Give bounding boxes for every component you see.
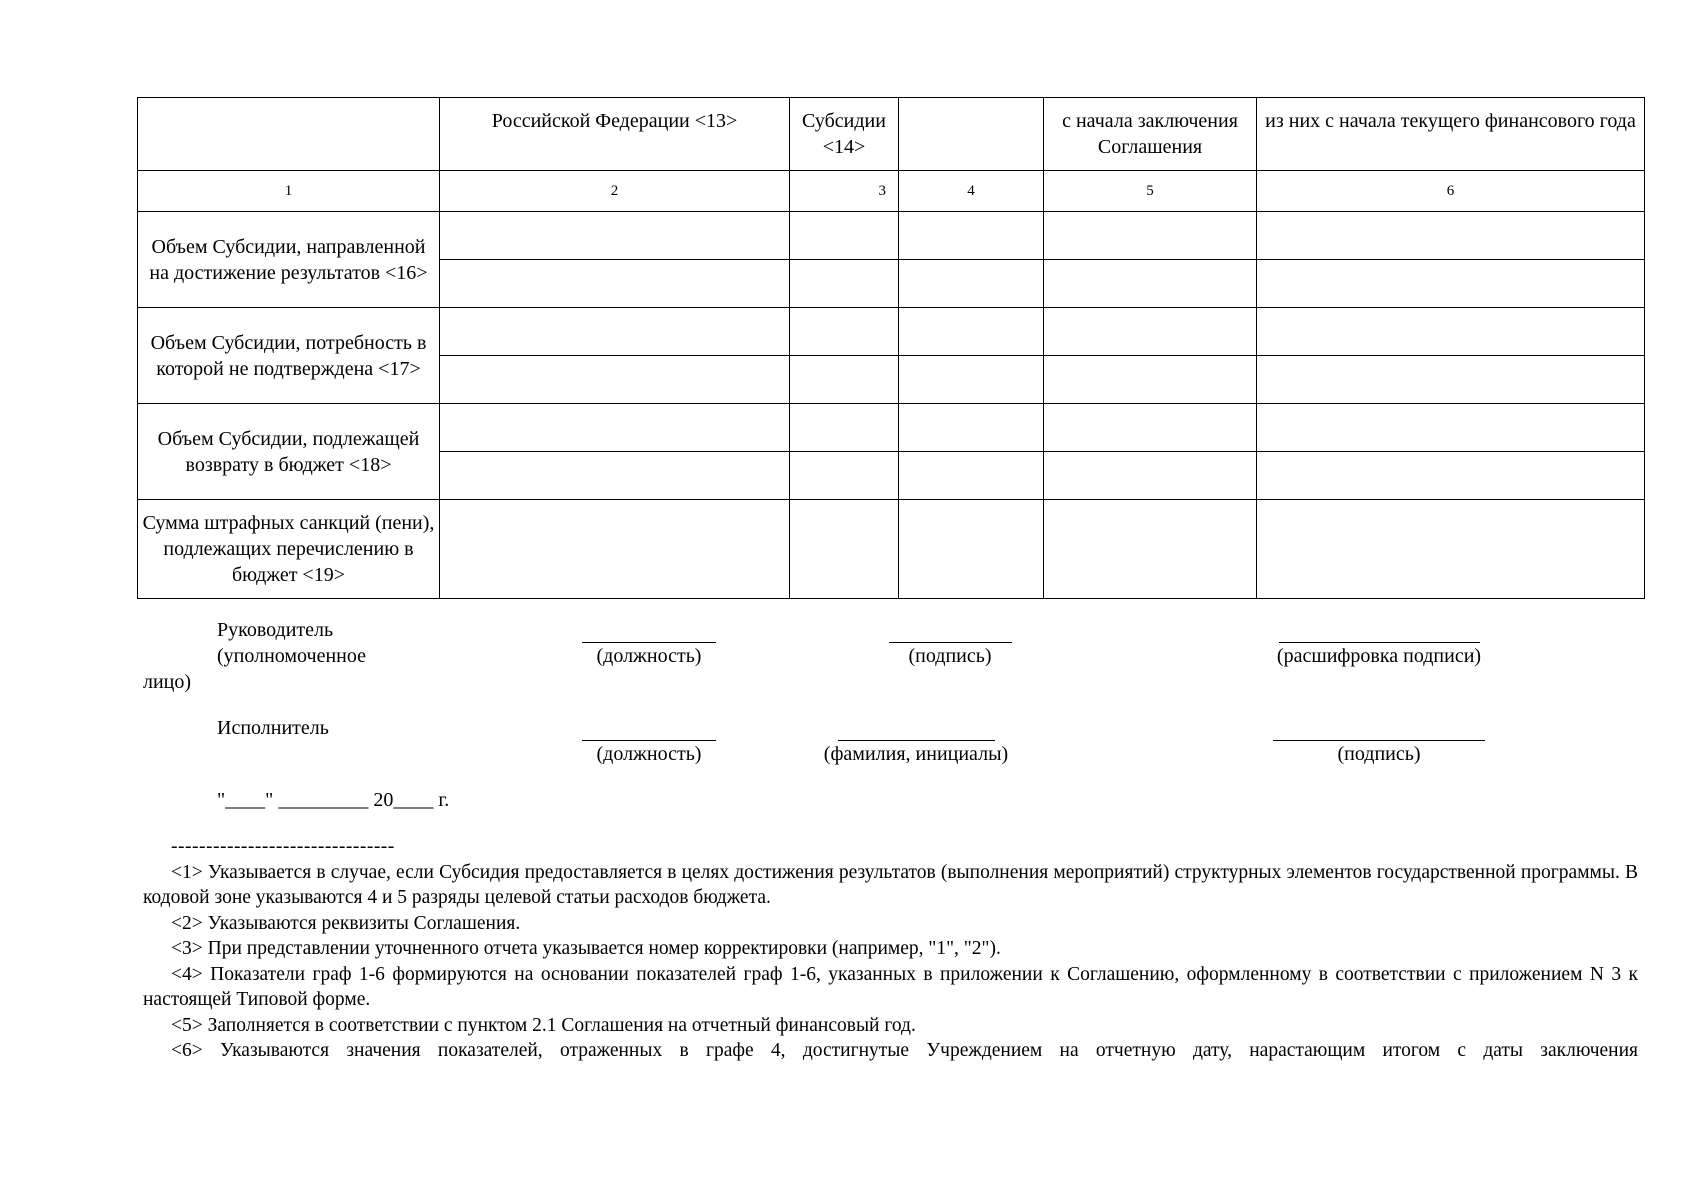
table-header-row [138, 98, 1645, 171]
table-cell [899, 452, 1044, 500]
table-row [138, 404, 1645, 452]
header-cell-1 [138, 98, 440, 171]
column-number: 6 [1257, 171, 1645, 212]
footnote-item: <5> Заполняется в соответствии с пунктом 2.1 Соглашения на отчетный финансовый год. [171, 1014, 916, 1036]
table-cell [790, 212, 899, 260]
table-cell [1257, 500, 1645, 599]
column-number: 4 [899, 171, 1044, 212]
executor-position-caption: (должность) [596, 743, 702, 765]
table-cell [440, 500, 790, 599]
table-cell [1257, 356, 1645, 404]
footnote-item: <2> Указываются реквизиты Соглашения. [171, 912, 521, 934]
header-cell-2: Российской Федерации <13> [440, 98, 790, 171]
footnote-item: <4> Показатели граф 1-6 формируются на основании показателей граф 1-6, указанных в приложении к Соглашению, оформленному в соответствии с приложением N 3 к настоящей Типовой форме. [143, 963, 1638, 1010]
table-cell [899, 500, 1044, 599]
head-decoding-caption: (расшифровка подписи) [1276, 645, 1482, 667]
executor-signature-caption: (подпись) [1337, 743, 1421, 765]
column-number: 5 [1044, 171, 1257, 212]
table-cell [1257, 212, 1645, 260]
row-label-subsidy-unconfirmed: Объем Субсидии, потребность в которой не подтверждена <17> [138, 308, 440, 404]
table-cell [440, 356, 790, 404]
table-cell [1257, 308, 1645, 356]
table-cell [1257, 452, 1645, 500]
table-cell [1044, 212, 1257, 260]
date-line: "____" _________ 20____ г. [217, 789, 450, 811]
table-cell [1044, 308, 1257, 356]
table-cell [440, 212, 790, 260]
table-cell [1257, 404, 1645, 452]
head-position-caption: (должность) [596, 645, 702, 667]
table-cell [1044, 356, 1257, 404]
header-cell-6: из них с начала текущего финансового года [1257, 98, 1645, 171]
table-cell [440, 260, 790, 308]
table-cell [899, 260, 1044, 308]
footnote-separator: -------------------------------- [171, 836, 395, 857]
footnote-item: <3> При представлении уточненного отчета указывается номер корректировки (например, "1", "2"). [171, 938, 1001, 959]
table-row [138, 500, 1645, 599]
table-row [138, 308, 1645, 356]
table-row [138, 212, 1645, 260]
table-cell [899, 212, 1044, 260]
table-cell [790, 404, 899, 452]
column-number: 2 [440, 171, 790, 212]
table-cell [899, 308, 1044, 356]
header-cell-5: с начала заключения Соглашения [1044, 98, 1257, 171]
head-signature-caption: (подпись) [908, 645, 992, 667]
table-cell [440, 308, 790, 356]
row-label-subsidy-results: Объем Субсидии, направленной на достижение результатов <16> [138, 212, 440, 308]
table-cell [1044, 260, 1257, 308]
table-cell [790, 308, 899, 356]
table-cell [899, 404, 1044, 452]
table-cell [440, 452, 790, 500]
header-cell-3: Субсидии <14> [790, 98, 899, 171]
head-label-line3: лицо) [143, 671, 192, 693]
head-label-line1: Руководитель [217, 619, 334, 641]
table-cell [1044, 500, 1257, 599]
column-number: 1 [138, 171, 440, 212]
row-label-penalties: Сумма штрафных санкций (пени), подлежащих перечислению в бюджет <19> [138, 500, 440, 599]
row-label-subsidy-return: Объем Субсидии, подлежащей возврату в бюджет <18> [138, 404, 440, 500]
footnote-item: <1> Указывается в случае, если Субсидия предоставляется в целях достижения результатов (выполнения мероприятий) структурных элементов государственной программы. В кодовой зоне указываются 4 и 5 разряды целевой статьи расходов бюджета. [143, 861, 1638, 908]
head-label-line2: (уполномоченное [217, 645, 367, 667]
footnotes [143, 834, 1638, 1064]
table-cell [1044, 452, 1257, 500]
table-cell [1257, 260, 1645, 308]
executor-label: Исполнитель [217, 717, 329, 739]
executor-name-caption: (фамилия, инициалы) [823, 743, 1009, 765]
column-number-row [138, 171, 1645, 212]
header-cell-4 [899, 98, 1044, 171]
report-table [137, 97, 1645, 599]
footnote-item: <6> Указываются значения показателей, отраженных в графе 4, достигнутые Учреждением на отчетную дату, нарастающим итогом с даты заключения [171, 1040, 1638, 1061]
table-cell [440, 404, 790, 452]
table-cell [790, 452, 899, 500]
table-cell [1044, 404, 1257, 452]
table-cell [790, 500, 899, 599]
table-cell [899, 356, 1044, 404]
column-number: 3 [790, 171, 899, 212]
table-cell [790, 260, 899, 308]
table-cell [790, 356, 899, 404]
